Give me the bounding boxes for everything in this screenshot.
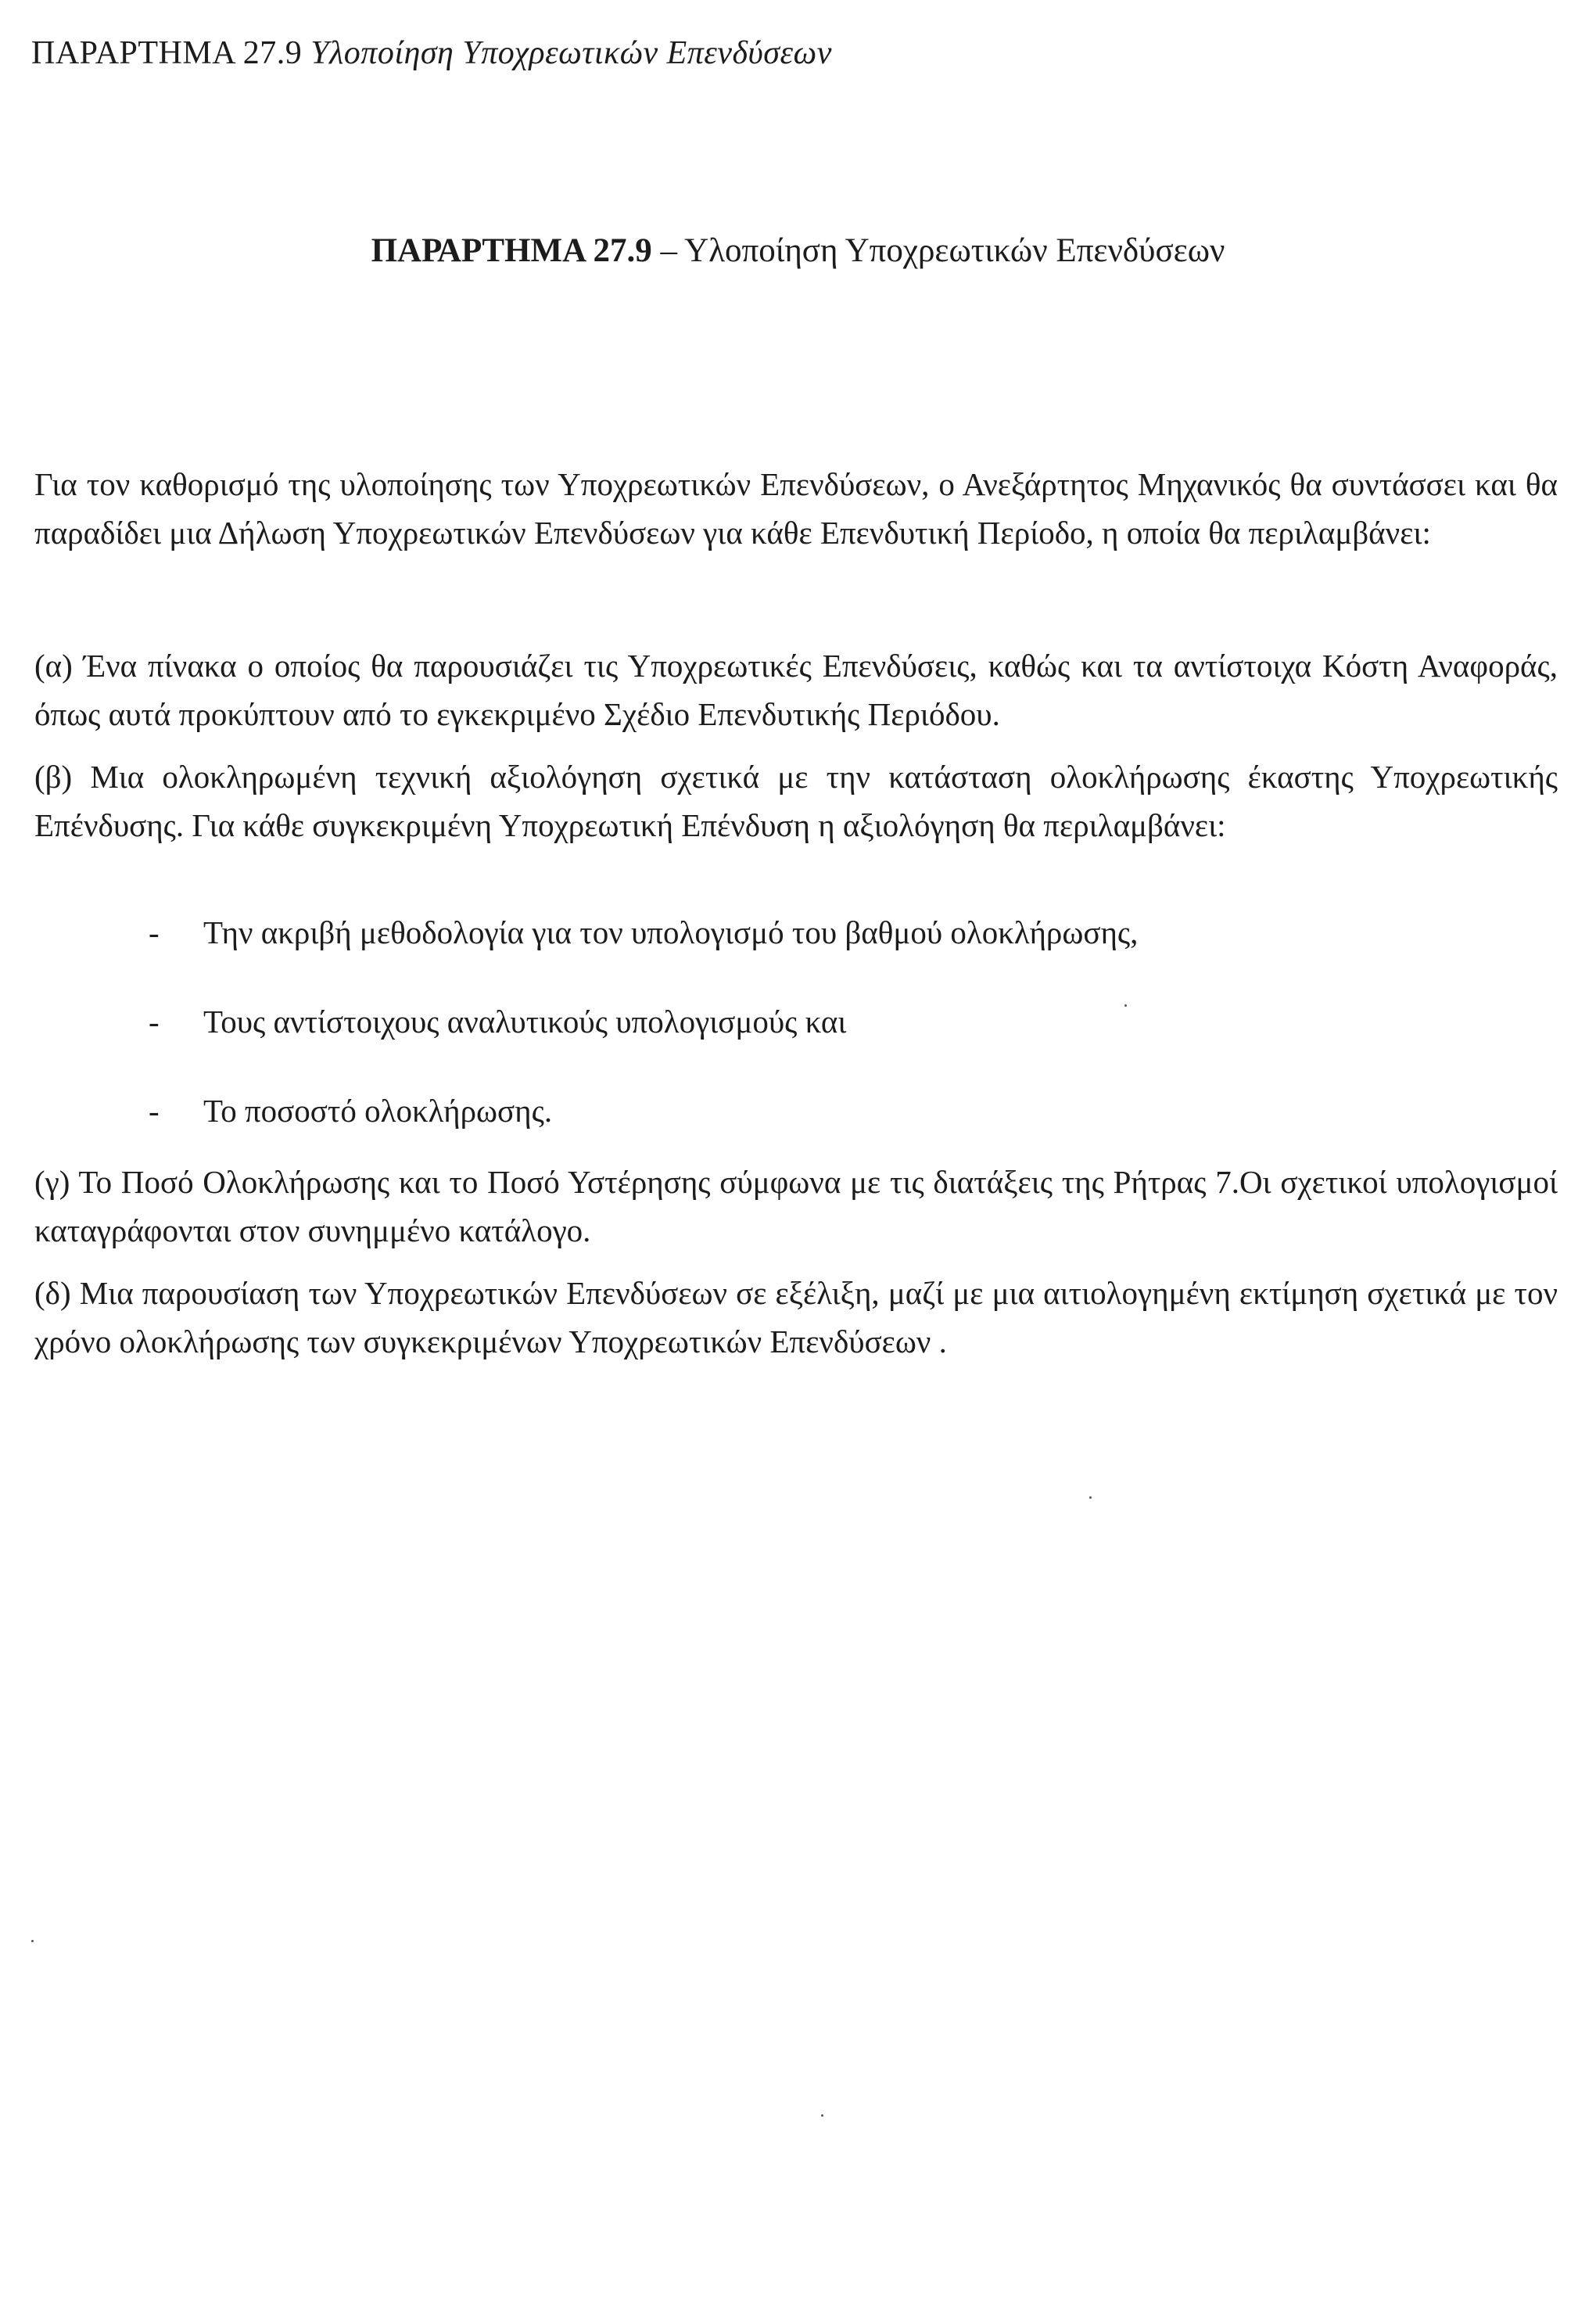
- bullet-text-2: Τους αντίστοιχους αναλυτικούς υπολογισμούς και: [203, 1004, 847, 1040]
- dash-bullet-2: -: [149, 1004, 160, 1040]
- title-bold-part: ΠΑΡΑΡΤΗΜΑ 27.9: [371, 232, 652, 269]
- scan-speck: [821, 2114, 823, 2117]
- item-d-paragraph: (δ) Μια παρουσίαση των Υποχρεωτικών Επενδύσεων σε εξέλιξη, μαζί με μια αιτιολογημένη εκτίμηση σχετικά με τον χρόνο ολοκλήρωσης των συγκεκριμένων Υποχρεωτικών Επενδύσεων .: [34, 1275, 1558, 1359]
- running-header: [31, 34, 832, 72]
- page-title: [0, 232, 1596, 270]
- title-rest: – Υλοποίηση Υποχρεωτικών Επενδύσεων: [651, 232, 1225, 269]
- scan-speck: [1124, 1004, 1127, 1007]
- item-g-paragraph: (γ) Το Ποσό Ολοκλήρωσης και το Ποσό Υστέρησης σύμφωνα με τις διατάξεις της Ρήτρας 7.Οι σχετικοί υπολογισμοί καταγράφονται στον συνημμένο κατάλογο.: [34, 1164, 1558, 1248]
- bullet-text-1: Την ακριβή μεθοδολογία για τον υπολογισμό του βαθμού ολοκλήρωσης,: [203, 914, 1139, 950]
- list-item: [149, 1092, 1138, 1139]
- bullet-list: [149, 914, 1138, 1181]
- scan-speck: [31, 1940, 34, 1942]
- list-item: [149, 1003, 1138, 1050]
- scan-speck: [1089, 1496, 1092, 1499]
- item-b-paragraph: (β) Μια ολοκληρωμένη τεχνική αξιολόγηση σχετικά με την κατάσταση ολοκλήρωσης έκαστης Υποχρεωτικής Επένδυσης. Για κάθε συγκεκριμένη Υποχρεωτική Επένδυση η αξιολόγηση θα περιλαμβάνει:: [34, 759, 1558, 843]
- item-a-paragraph: (α) Ένα πίνακα ο οποίος θα παρουσιάζει τις Υποχρεωτικές Επενδύσεις, καθώς και τα αντίστοιχα Κόστη Αναφοράς, όπως αυτά προκύπτουν από το εγκεκριμένο Σχέδιο Επενδυτικής Περιόδου.: [34, 648, 1558, 732]
- header-prefix: ΠΑΡΑΡΤΗΜΑ 27.9: [31, 35, 303, 71]
- intro-paragraph: Για τον καθορισμό της υλοποίησης των Υποχρεωτικών Επενδύσεων, ο Ανεξάρτητος Μηχανικός θα συντάσσει και θα παραδίδει μια Δήλωση Υποχρεωτικών Επενδύσεων για κάθε Επενδυτική Περίοδο, η οποία θα περιλαμβάνει:: [34, 466, 1558, 551]
- dash-bullet-1: -: [149, 914, 160, 950]
- bullet-text-3: Το ποσοστό ολοκλήρωσης.: [203, 1093, 553, 1129]
- dash-bullet-3: -: [149, 1093, 160, 1129]
- list-item: [149, 914, 1138, 961]
- header-subtitle: Υλοποίηση Υποχρεωτικών Επενδύσεων: [310, 35, 832, 71]
